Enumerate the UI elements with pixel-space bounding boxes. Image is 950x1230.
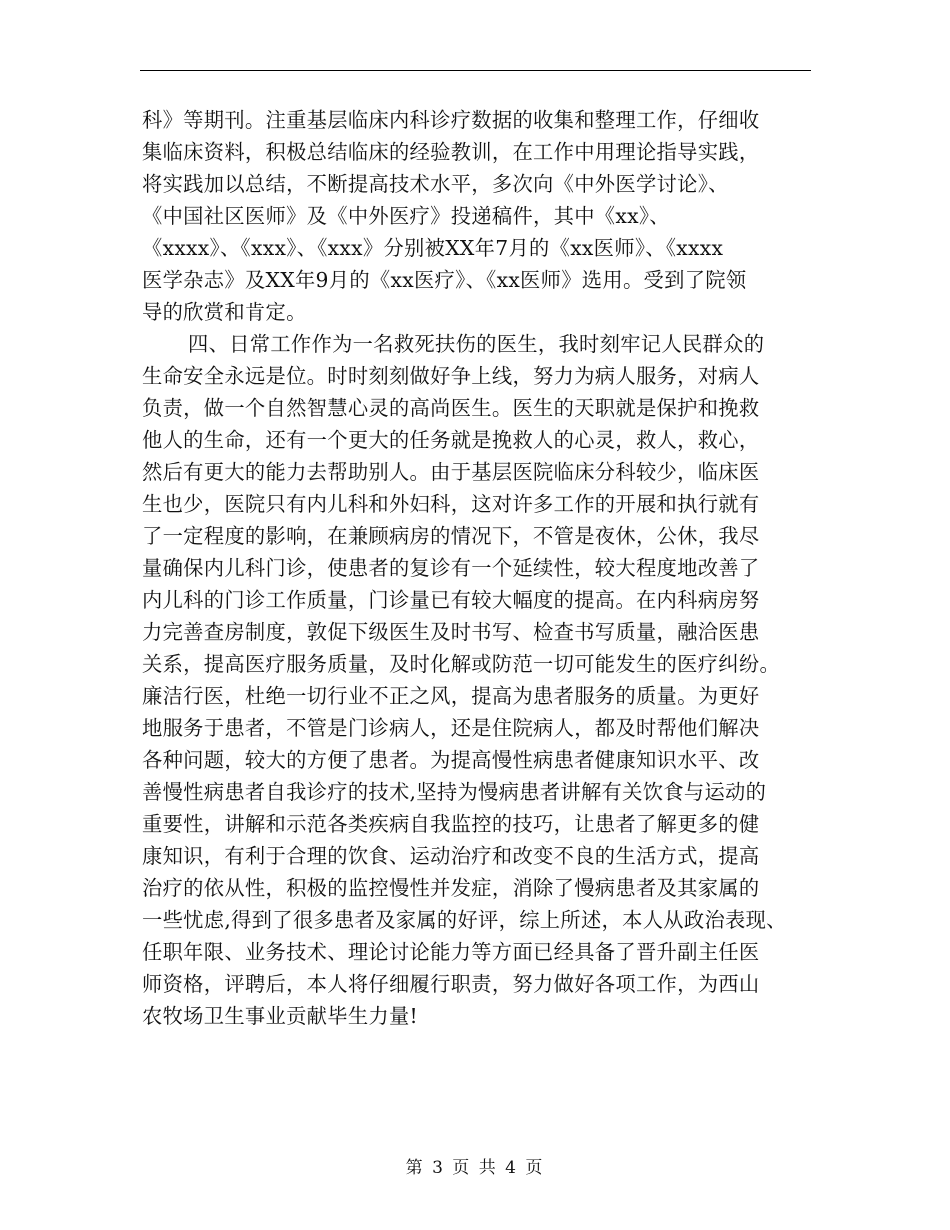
- text-line: 生命安全永远是位。时时刻刻做好争上线，努力为病人服务，对病人: [142, 364, 760, 388]
- text-line: 集临床资料，积极总结临床的经验教训，在工作中用理论指导实践，: [142, 140, 760, 164]
- body-text: [142, 104, 842, 1032]
- page-footer: 第 3 页 共 4 页: [405, 1158, 545, 1178]
- text-line: 力完善查房制度，敦促下级医生及时书写、检查书写质量，融洽医患: [142, 620, 760, 644]
- text-line: 科》等期刊。注重基层临床内科诊疗数据的收集和整理工作，仔细收: [142, 108, 760, 132]
- section-heading-line: 四、日常工作作为一名救死扶伤的医生，我时刻牢记人民群众的: [188, 332, 765, 356]
- text-line: 廉洁行医，杜绝一切行业不正之风，提高为患者服务的质量。为更好: [142, 684, 760, 708]
- text-line: 重要性，讲解和示范各类疾病自我监控的技巧，让患者了解更多的健: [142, 812, 760, 836]
- text-line: 然后有更大的能力去帮助别人。由于基层医院临床分科较少，临床医: [142, 460, 760, 484]
- text-line: 了一定程度的影响，在兼顾病房的情况下，不管是夜休，公休，我尽: [142, 524, 760, 548]
- text-line: 《xxxx》、《xxx》、《xxx》分别被XX年7月的《xx医师》、《xxxx: [142, 236, 724, 260]
- text-line: 内儿科的门诊工作质量，门诊量已有较大幅度的提高。在内科病房努: [142, 588, 760, 612]
- text-line: 任职年限、业务技术、理论讨论能力等方面已经具备了晋升副主任医: [142, 940, 760, 964]
- text-line: 他人的生命，还有一个更大的任务就是挽救人的心灵，救人，救心，: [142, 428, 760, 452]
- text-line: 关系，提高医疗服务质量，及时化解或防范一切可能发生的医疗纠纷。: [142, 652, 781, 676]
- text-line: 负责，做一个自然智慧心灵的高尚医生。医生的天职就是保护和挽救: [142, 396, 760, 420]
- text-line: 农牧场卫生事业贡献毕生力量!: [142, 1004, 419, 1028]
- text-line: 康知识，有利于合理的饮食、运动治疗和改变不良的生活方式，提高: [142, 844, 760, 868]
- text-line: 地服务于患者，不管是门诊病人，还是住院病人，都及时帮他们解决: [142, 716, 760, 740]
- text-line: 《中国社区医师》及《中外医疗》投递稿件，其中《xx》、: [142, 204, 670, 228]
- header-rule: [140, 70, 811, 71]
- text-line: 导的欣赏和肯定。: [142, 300, 307, 324]
- text-line: 一些忧虑,得到了很多患者及家属的好评，综上所述，本人从政治表现、: [142, 908, 787, 932]
- text-line: 量确保内儿科门诊，使患者的复诊有一个延续性，较大程度地改善了: [142, 556, 760, 580]
- text-line: 师资格，评聘后，本人将仔细履行职责，努力做好各项工作，为西山: [142, 972, 760, 996]
- text-line: 将实践加以总结，不断提高技术水平，多次向《中外医学讨论》、: [142, 172, 729, 196]
- text-line: 善慢性病患者自我诊疗的技术,坚持为慢病患者讲解有关饮食与运动的: [142, 780, 767, 804]
- text-line: 各种问题，较大的方便了患者。为提高慢性病患者健康知识水平、改: [142, 748, 760, 772]
- text-line: 治疗的依从性，积极的监控慢性并发症，消除了慢病患者及其家属的: [142, 876, 760, 900]
- text-line: 生也少，医院只有内儿科和外妇科，这对许多工作的开展和执行就有: [142, 492, 760, 516]
- text-line: 医学杂志》及XX年9月的《xx医疗》、《xx医师》选用。受到了院领: [142, 268, 747, 292]
